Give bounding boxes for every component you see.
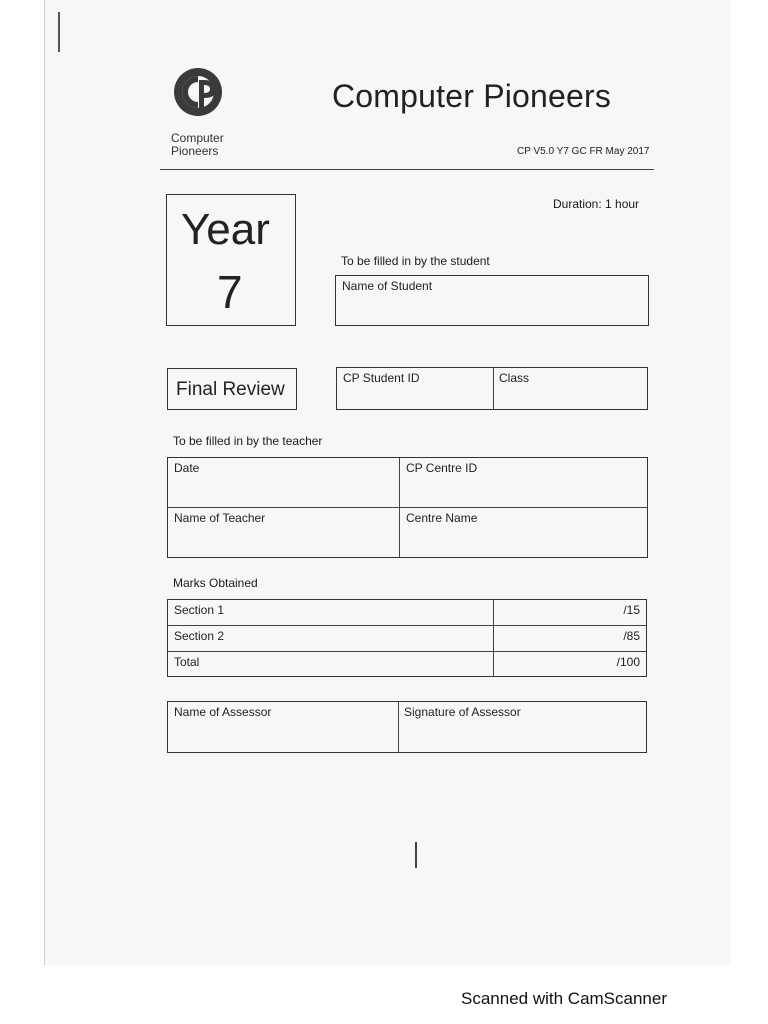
student-section-heading: To be filled in by the student <box>341 254 490 268</box>
year-number: 7 <box>217 266 243 318</box>
teacher-name-label: Name of Teacher <box>174 511 266 525</box>
assessor-table-divider <box>398 702 399 752</box>
logo-text-line2: Pioneers <box>171 144 219 158</box>
year-word: Year <box>181 205 270 254</box>
section-1-max: /15 <box>623 603 640 617</box>
scan-artifact <box>415 842 417 868</box>
centre-id-label: CP Centre ID <box>406 461 478 475</box>
teacher-info-table <box>167 457 648 558</box>
marks-table <box>167 599 647 677</box>
student-id-divider <box>493 368 494 409</box>
total-label: Total <box>174 655 200 669</box>
section-1-label: Section 1 <box>174 603 225 617</box>
duration-text: Duration: 1 hour <box>553 197 640 211</box>
document-code: CP V5.0 Y7 GC FR May 2017 <box>517 146 650 157</box>
marks-heading: Marks Obtained <box>173 576 258 590</box>
student-name-label: Name of Student <box>342 279 433 293</box>
teacher-section-heading: To be filled in by the teacher <box>173 434 323 448</box>
final-review-label: Final Review <box>176 379 285 400</box>
teacher-table-row-rule <box>168 507 647 508</box>
logo-text-line1: Computer <box>171 131 224 145</box>
page-title: Computer Pioneers <box>332 78 612 114</box>
marks-table-divider <box>493 600 494 676</box>
assessor-table <box>167 701 647 753</box>
student-id-row <box>336 367 648 410</box>
computer-pioneers-logo-icon <box>172 62 224 128</box>
header-rule <box>160 169 654 170</box>
section-2-label: Section 2 <box>174 629 225 643</box>
section-2-max: /85 <box>623 629 640 643</box>
student-name-field[interactable] <box>335 275 649 326</box>
date-label: Date <box>174 461 200 475</box>
student-id-label: CP Student ID <box>343 371 420 385</box>
marks-row-rule <box>168 625 646 626</box>
assessor-name-label: Name of Assessor <box>174 705 272 719</box>
assessor-signature-label: Signature of Assessor <box>404 705 521 719</box>
camscanner-watermark: Scanned with CamScanner <box>461 989 668 1008</box>
margin-mark <box>58 12 60 52</box>
year-box <box>166 194 296 326</box>
centre-name-label: Centre Name <box>406 511 478 525</box>
marks-row-rule <box>168 651 646 652</box>
total-max: /100 <box>616 655 640 669</box>
final-review-box <box>167 368 297 410</box>
class-label: Class <box>499 371 530 385</box>
